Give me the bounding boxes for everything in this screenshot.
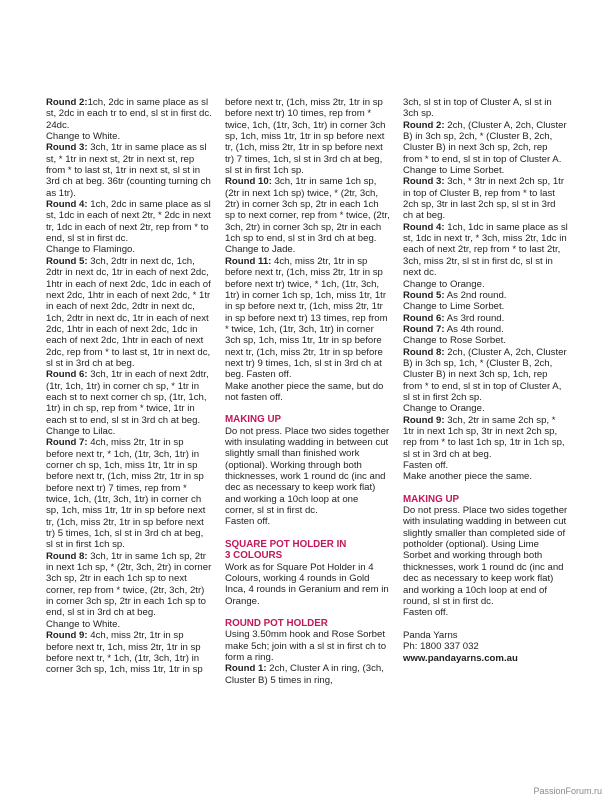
section-gap [403, 483, 568, 494]
instruction-body: Change to White. [46, 131, 121, 143]
round-label: Round 5: [46, 255, 88, 267]
round-instruction [46, 630, 212, 675]
round-instruction [403, 290, 568, 301]
round-label: Round 3: [403, 176, 445, 188]
round-label: Round 8: [46, 550, 88, 562]
instruction-body: Make another piece the same. [403, 471, 533, 483]
instruction-body: As 3rd round. [444, 312, 505, 324]
round-instruction [403, 324, 568, 335]
section-gap [225, 403, 390, 414]
instruction-text [225, 244, 390, 255]
round-label: Round 7: [46, 437, 88, 449]
instruction-body: Change to White. [46, 618, 121, 630]
section-gap [225, 607, 390, 618]
instruction-body: Change to Jade. [225, 244, 296, 256]
round-instruction [46, 437, 212, 550]
instruction-body: 4ch, miss 2tr, 1tr in sp before next tr, (1ch, miss 2tr, 1tr in sp before next tr) twice, * 1ch, (1tr, 3ch, 1tr) in corner 1ch sp, 1ch, miss 1tr, 1tr in sp before next tr, (1ch, miss 2tr, 1tr in sp before next tr) 13 times, rep from * twice, 1ch, (1tr, 3ch, 1tr) in corner 3ch sp, 1ch, miss 1tr, 1tr in sp before next tr, (1ch, miss 2tr, 1tr in sp before next tr) 9 times, 1ch, sl st in 3rd ch at beg. Fasten off. [225, 255, 388, 381]
instruction-text [225, 629, 390, 663]
instruction-text [46, 131, 212, 142]
instruction-body: 3ch, 1tr in same 1ch sp, (2tr in next 1ch sp) twice, * (2tr, 3ch, 2tr) in corner 3ch sp, 2tr in each 1ch sp to next corner, rep from * twice, (2tr, 3ch, 2tr) in corner 3ch sp, 2tr in each 1ch sp to end, sl st in 3rd ch at beg. [225, 176, 390, 245]
instruction-body: Fasten off. [225, 516, 271, 528]
instruction-body: 2ch, Cluster A in ring, (3ch, Cluster B) 5 times in ring, [225, 663, 384, 686]
round-label: Round 8: [403, 346, 445, 358]
instruction-body: 3ch, 1tr in same 1ch sp, 2tr in next 1ch sp, * (2tr, 3ch, 2tr) in corner 3ch sp, 2tr in each 1ch sp to next corner, rep from * twice, (2tr, 3ch, 2tr) in corner 3ch sp, 2tr in each 1ch sp to end, sl st in 3rd ch at beg. [46, 550, 212, 619]
round-label: Round 4: [46, 199, 88, 211]
round-instruction [225, 663, 390, 686]
instruction-body: Do not press. Place two sides together with insulating wadding in between cut slightly smaller than completed side of potholder (optional). Using Lime Sorbet and working through both thicknesses, work 1 round dc (inc and dec as necessary to keep work flat) and working a 10ch loop at end of round, sl st in first dc. [403, 505, 568, 607]
instruction-text [46, 244, 212, 255]
instruction-text [403, 460, 568, 471]
round-instruction [403, 120, 568, 165]
instruction-body: 3ch, * 3tr in next 2ch sp, 1tr in top of Cluster B, rep from * to last 2ch sp, 3tr in last 2ch sp, sl st in 3rd ch at beg. [403, 176, 565, 222]
round-instruction [46, 369, 212, 426]
round-label: Round 4: [403, 221, 445, 233]
instruction-text [46, 426, 212, 437]
instruction-body: 4ch, miss 2tr, 1tr in sp before next tr, * 1ch, (1tr, 3ch, 1tr) in corner ch sp, 1ch, miss 1tr, 1tr in sp before next tr, (1ch, miss 2tr, 1tr in sp before next tr) 7 times, rep from * twice, 1ch, (1tr, 3ch, 1tr) in corner ch sp, 1ch, miss 1tr, 1tr in sp before next tr, (1ch, miss 2tr, 1tr in sp before next tr) 5 times, 1ch, sl st in 3rd ch at beg, sl st in first 1ch sp. [46, 437, 206, 551]
instruction-body: Change to Orange. [403, 278, 485, 290]
round-label: Round 1: [225, 663, 267, 675]
watermark: PassionForum.ru [533, 786, 602, 796]
round-instruction [403, 176, 568, 221]
column-1 [46, 97, 212, 676]
round-instruction [46, 142, 212, 199]
instruction-body: 1ch, 2dc in same place as sl st, 2dc in each tr to end, sl st in first dc. 24dc. [46, 97, 212, 131]
credit-line: Ph: 1800 337 032 [403, 641, 479, 653]
round-instruction [46, 199, 212, 244]
round-label: Round 9: [403, 414, 445, 426]
instruction-body: 3ch, 1tr in each of next 2dtr, (1tr, 1ch, 1tr) in corner ch sp, * 1tr in each st to next corner ch sp, (1tr, 1ch, 1tr) in ch sp, rep from * twice, 1tr in each st to end, sl st in 3rd ch at beg. [46, 369, 209, 426]
instruction-text [403, 607, 568, 618]
round-instruction [46, 256, 212, 369]
instruction-body: before next tr, (1ch, miss 2tr, 1tr in sp before next tr) 10 times, rep from * twice, 1ch, (1tr, 3ch, 1tr) in corner 3ch sp, 1ch, miss 1tr, 1tr in sp before next tr, (1ch, miss 2tr, 1tr in sp before next tr) 7 times, 1ch, sl st in 3rd ch at beg, sl st in first 1ch sp. [225, 97, 386, 177]
round-label: Round 2: [403, 119, 445, 131]
column-2 [225, 97, 390, 686]
round-instruction [225, 256, 390, 381]
instruction-body: 3ch, 2tr in same 2ch sp, * 1tr in next 1ch sp, 3tr in next 2ch sp, rep from * to last 1ch sp, 1tr in 1ch sp, sl st in 3rd ch at beg. [403, 414, 565, 460]
column-3 [403, 97, 568, 664]
round-label: Round 11: [225, 255, 272, 267]
instruction-body: 4ch, miss 2tr, 1tr in sp before next tr, 1ch, miss 2tr, 1tr in sp before next tr, * 1ch, (1tr, 3ch, 1tr) in corner 3ch sp, 1ch, miss 1tr, 1tr in sp [46, 630, 203, 676]
instruction-body: 3ch, 1tr in same place as sl st, * 1tr in next st, 2tr in next st, rep from * to last st, 1tr in next st, sl st in 3rd ch at beg. 36tr (counting turning ch as 1tr). [46, 142, 211, 199]
round-instruction [403, 222, 568, 279]
instruction-text [403, 165, 568, 176]
round-instruction [403, 347, 568, 404]
instruction-text [225, 381, 390, 404]
instruction-body: Change to Lilac. [46, 425, 116, 437]
round-label: Round 10: [225, 176, 272, 188]
instruction-body: 3ch, 2dtr in next dc, 1ch, 2dtr in next dc, 1tr in each of next 2dc, 1htr in each of next 2dc, 1dc in each of next 2dc, 1htr in each of next 2dc, * 1tr in each of next 2dc, 2dtr in next dc, 1ch, 2dtr in next dc, 1tr in each of next 2dc, 1htr in each of next 2dc, 1dc in each of next 2dc, 1htr in each of next 2dc, rep from * to last st, 1tr in next dc, sl st in 3rd ch at beg. [46, 255, 211, 369]
section-heading: MAKING UP [403, 493, 460, 505]
section-heading: MAKING UP [225, 414, 282, 426]
instruction-body: 3ch, sl st in top of Cluster A, sl st in 3ch sp. [403, 97, 552, 120]
instruction-body: Fasten off. [403, 460, 449, 471]
instruction-body: Fasten off. [403, 607, 449, 619]
instruction-body: As 2nd round. [444, 289, 507, 301]
section-heading: ROUND POT HOLDER [225, 617, 328, 629]
instruction-text [403, 97, 568, 120]
instruction-body: 1ch, 2dc in same place as sl st, 1dc in each of next 2tr, * 2dc in next tr, 1dc in each of next 2tr, rep from * to end, sl st in first dc. [46, 199, 211, 245]
instruction-text [403, 403, 568, 414]
section-heading: SQUARE POT HOLDER IN [225, 538, 347, 550]
instruction-body: Change to Flamingo. [46, 244, 136, 256]
instruction-text [225, 516, 390, 527]
instruction-body: Change to Orange. [403, 403, 485, 415]
instruction-text [403, 301, 568, 312]
instruction-body: Change to Lime Sorbet. [403, 301, 505, 313]
section-gap [403, 619, 568, 630]
instruction-body: Work as for Square Pot Holder in 4 Colours, working 4 rounds in Gold Inca, 4 rounds in Geranium and rem in Orange. [225, 561, 389, 607]
instruction-text [225, 426, 390, 517]
instruction-body: Change to Rose Sorbet. [403, 335, 506, 347]
instruction-body: Make another piece the same, but do not fasten off. [225, 380, 384, 403]
instruction-text [403, 471, 568, 482]
round-instruction [46, 97, 212, 131]
section-gap [225, 528, 390, 539]
instruction-body: Using 3.50mm hook and Rose Sorbet make 5ch; join with a sl st in first ch to form a ring. [225, 629, 387, 664]
round-instruction [225, 176, 390, 244]
round-label: Round 3: [46, 142, 88, 154]
round-instruction [403, 415, 568, 460]
round-label: Round 6: [46, 369, 88, 381]
instruction-body: Do not press. Place two sides together with insulating wadding in between cut slightly small than finished work (optional). Working through both thicknesses, work 1 round dc (inc and dec as necessary to keep work flat) and working a 10ch loop at one corner, sl st in first dc. [225, 425, 390, 517]
round-instruction [46, 551, 212, 619]
section-heading: 3 COLOURS [225, 550, 283, 562]
round-label: Round 7: [403, 323, 445, 335]
round-label: Round 6: [403, 312, 445, 324]
instruction-body: 1ch, 1dc in same place as sl st, 1dc in next tr, * 3ch, miss 2tr, 1dc in each of next 2tr, rep from * to last 2tr, 3ch, miss 2tr, sl st in first dc, sl st in next dc. [403, 221, 568, 279]
instruction-text [403, 279, 568, 290]
instruction-text [403, 505, 568, 607]
round-instruction [403, 313, 568, 324]
instruction-text [403, 335, 568, 346]
instruction-body: 2ch, (Cluster A, 2ch, Cluster B) in 3ch sp, 1ch, * (Cluster B, 2ch, Cluster B) in next 3ch sp, 1ch, rep from * to end, sl st in top of Cluster A, sl st in first 2ch sp. [403, 346, 567, 403]
instruction-text [46, 619, 212, 630]
credit-line: Panda Yarns [403, 629, 458, 641]
credit-url[interactable]: www.pandayarns.com.au [403, 652, 518, 664]
instruction-body: As 4th round. [444, 323, 504, 335]
instruction-body: Change to Lime Sorbet. [403, 165, 505, 177]
instruction-body: 2ch, (Cluster A, 2ch, Cluster B) in 3ch sp, 2ch, * (Cluster B, 2ch, Cluster B) in next 3ch sp, 2ch, rep from * to end, sl st in top of Cluster A. [403, 119, 567, 165]
instruction-text [225, 562, 390, 607]
round-label: Round 9: [46, 630, 88, 642]
round-label: Round 2: [46, 97, 88, 108]
instruction-text [225, 97, 390, 176]
round-label: Round 5: [403, 289, 445, 301]
